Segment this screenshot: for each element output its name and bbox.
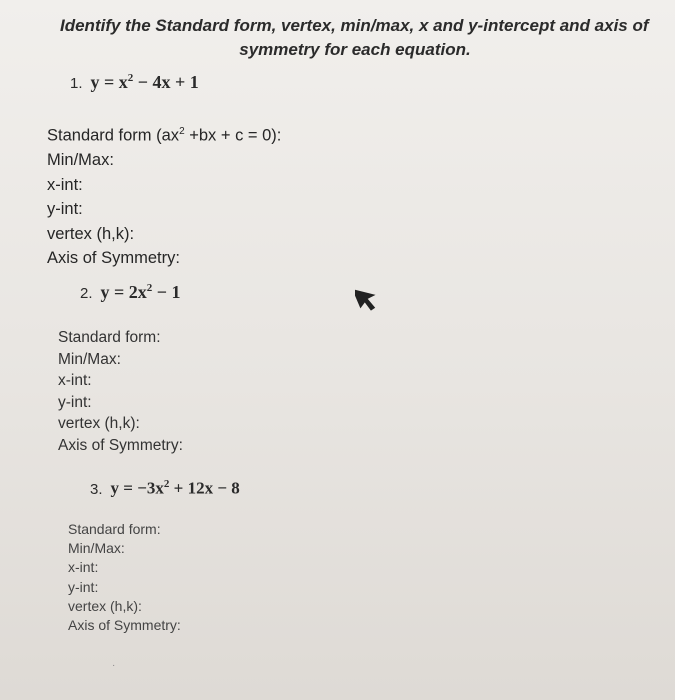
- x-int-label: x-int:: [58, 372, 92, 389]
- equation-exponent: 2: [146, 282, 153, 294]
- equation-rhs: + 12x − 8: [169, 478, 240, 498]
- problem-2-fields: [58, 327, 183, 456]
- y-int-label: y-int:: [68, 578, 99, 595]
- instructions-line-1: Identify the Standard form, vertex, min/max, x and y-intercept and axis of: [60, 16, 649, 35]
- equation-lhs: y = x: [90, 72, 128, 92]
- y-int-label: y-int:: [47, 200, 83, 218]
- axis-of-symmetry-label: Axis of Symmetry:: [47, 249, 180, 267]
- equation-exponent: 2: [127, 72, 134, 84]
- y-int-label: y-int:: [58, 393, 92, 411]
- worksheet-instructions: [60, 14, 650, 62]
- x-int-label: x-int:: [68, 559, 99, 576]
- paper-speck: ·: [112, 660, 116, 671]
- vertex-label: vertex (h,k):: [47, 224, 135, 243]
- equation-rhs: − 1: [152, 282, 181, 302]
- vertex-label: vertex (h,k):: [58, 415, 140, 432]
- axis-of-symmetry-label: Axis of Symmetry:: [58, 436, 183, 454]
- equation-exponent: 2: [163, 478, 170, 490]
- instructions-line-2: symmetry for each equation.: [239, 40, 471, 59]
- problem-number: 3.: [90, 480, 103, 498]
- standard-form-label: Standard form:: [58, 329, 161, 346]
- standard-form-prefix: Standard form (ax: [47, 126, 180, 145]
- problem-1-fields: [47, 120, 281, 271]
- x-int-label: x-int:: [47, 175, 83, 194]
- standard-form-exponent: 2: [179, 126, 185, 137]
- min-max-label: Min/Max:: [68, 540, 125, 557]
- axis-of-symmetry-label: Axis of Symmetry:: [68, 617, 181, 634]
- equation-lhs: y = 2x: [100, 282, 147, 302]
- equation-rhs: − 4x + 1: [133, 72, 199, 92]
- equation-3: [90, 478, 240, 499]
- mouse-pointer-icon: [355, 284, 377, 314]
- min-max-label: Min/Max:: [47, 151, 114, 169]
- standard-form-label: Standard form:: [68, 521, 161, 537]
- equation-2: [80, 282, 181, 303]
- equation-1: [70, 72, 199, 93]
- standard-form-label: [47, 120, 281, 148]
- min-max-label: Min/Max:: [58, 350, 121, 368]
- problem-number: 1.: [70, 75, 83, 92]
- vertex-label: vertex (h,k):: [68, 597, 142, 614]
- problem-number: 2.: [80, 285, 93, 302]
- standard-form-suffix: +bx + c = 0):: [184, 126, 282, 145]
- problem-3-fields: [68, 520, 181, 635]
- equation-lhs: y = −3x: [110, 478, 164, 498]
